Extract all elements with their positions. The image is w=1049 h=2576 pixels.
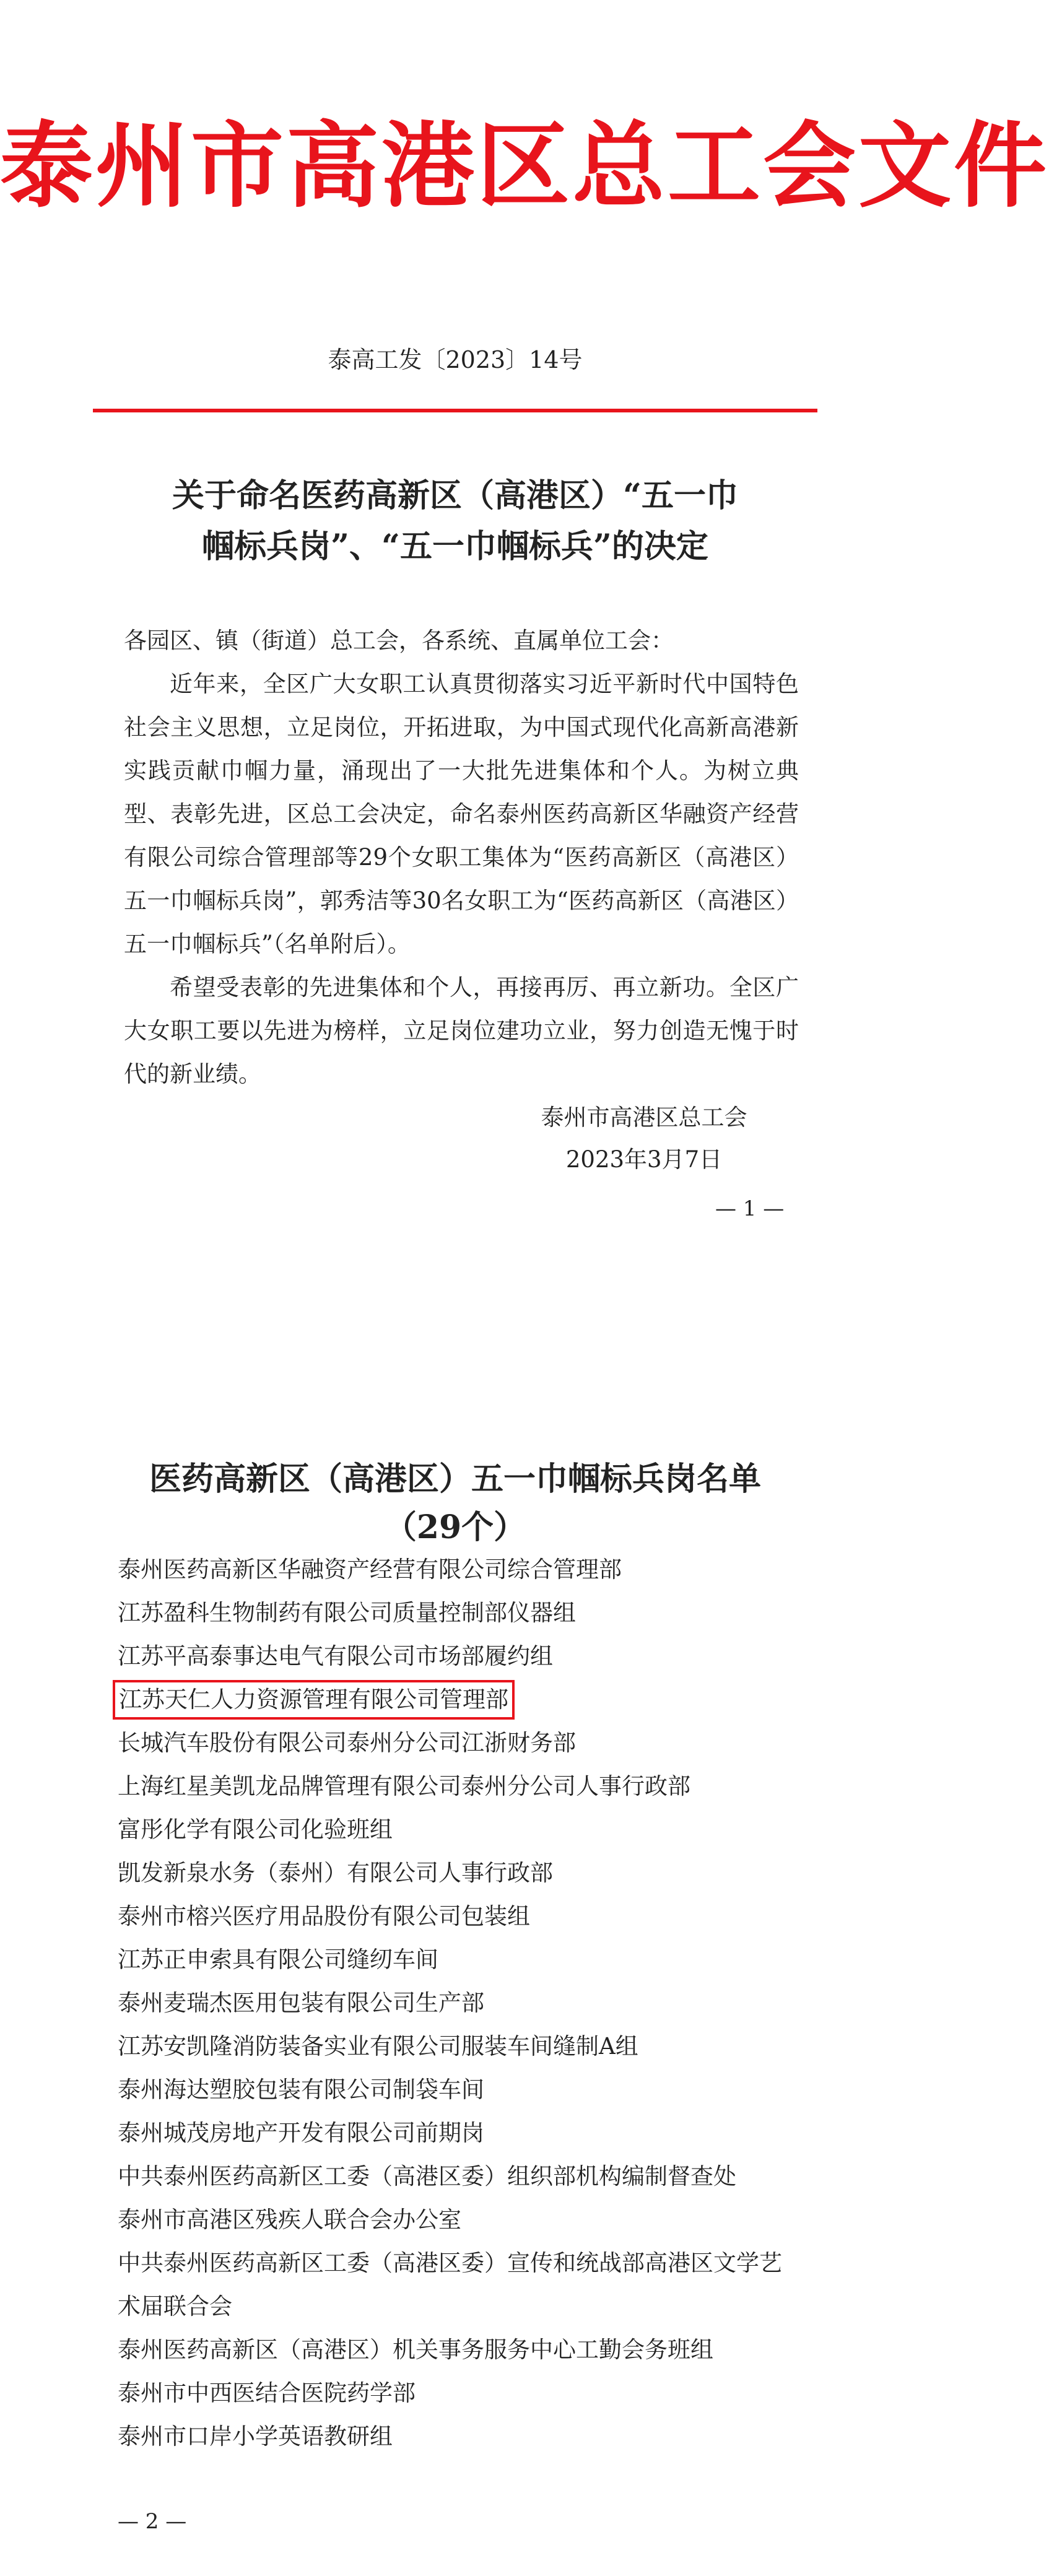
list-item <box>118 1808 799 1852</box>
signature-organization: 泰州市高港区总工会 <box>541 1104 747 1131</box>
list-item-highlighted <box>118 1678 799 1721</box>
award-list <box>118 1548 799 2458</box>
document-header: 泰州市高港区总工会文件 <box>0 111 1049 220</box>
salutation: 各园区、镇（街道）总工会，各系统、直属单位工会： <box>124 627 674 654</box>
list-item-text: 凯发新泉水务（泰州）有限公司人事行政部 <box>118 1860 553 1886</box>
list-item <box>118 1635 799 1678</box>
list-item <box>118 1895 799 1938</box>
red-divider-line <box>93 409 817 412</box>
list-item <box>118 2242 799 2328</box>
list-item-text: 上海红星美凯龙品牌管理有限公司泰州分公司人事行政部 <box>118 1773 690 1799</box>
list-item <box>118 2155 799 2198</box>
document-title <box>99 471 811 572</box>
list-item-text: 泰州麦瑞杰医用包装有限公司生产部 <box>118 1990 484 2016</box>
list-item <box>118 2198 799 2242</box>
signature-date: 2023年3月7日 <box>565 1146 723 1173</box>
list-item-text: 泰州市榕兴医疗用品股份有限公司包装组 <box>118 1903 530 1930</box>
list-item-text: 泰州市高港区残疾人联合会办公室 <box>118 2206 461 2233</box>
document-number: 泰高工发〔2023〕14号 <box>328 346 583 373</box>
list-item <box>118 2112 799 2155</box>
page-number-2: — 2 — <box>118 2509 187 2534</box>
document-title-line-1: 关于命名医药高新区（高港区）“五一巾 <box>172 477 738 515</box>
list-item-text: 江苏盈科生物制药有限公司质量控制部仪器组 <box>118 1599 576 1626</box>
body-paragraph-2: 希望受表彰的先进集体和个人，再接再厉、再立新功。全区广大女职工要以先进为榜样，立足岗位建功立业，努力创造无愧于时代的新业绩。 <box>124 974 799 1087</box>
list-item-text: 江苏正申索具有限公司缝纫车间 <box>118 1946 438 1973</box>
list-item-text: 长城汽车股份有限公司泰州分公司江浙财务部 <box>118 1730 576 1756</box>
list-item-text: 泰州城茂房地产开发有限公司前期岗 <box>118 2120 484 2146</box>
list-item <box>118 2415 799 2458</box>
list-item <box>118 1721 799 1765</box>
document-body <box>124 619 799 1096</box>
list-item-text: 中共泰州医药高新区工委（高港区委）宣传和统战部高港区文学艺术届联合会 <box>118 2250 782 2320</box>
list-item-text: 泰州海达塑胶包装有限公司制袋车间 <box>118 2076 484 2103</box>
list-item-text: 泰州医药高新区华融资产经营有限公司综合管理部 <box>118 1556 622 1583</box>
document-title-line-2: 帼标兵岗”、“五一巾帼标兵”的决定 <box>202 528 708 565</box>
list-title-line-1: 医药高新区（高港区）五一巾帼标兵岗名单 <box>149 1460 761 1498</box>
list-item-text: 江苏安凯隆消防装备实业有限公司服装车间缝制A组 <box>118 2033 638 2060</box>
page-number-1: — 1 — <box>715 1196 785 1221</box>
body-paragraph-1: 近年来，全区广大女职工认真贯彻落实习近平新时代中国特色社会主义思想，立足岗位，开拓进取，为中国式现代化高新高港新实践贡献巾帼力量，涌现出了一大批先进集体和个人。为树立典型、表彰先进，区总工会决定，命名泰州医药高新区华融资产经营有限公司综合管理部等29个女职工集体为“医药高新区（高港区）五一巾帼标兵岗”，郭秀洁等30名女职工为“医药高新区（高港区）五一巾帼标兵”（名单附后）。 <box>124 671 799 957</box>
list-item <box>118 1938 799 1982</box>
list-item-text: 江苏平高泰事达电气有限公司市场部履约组 <box>118 1643 553 1669</box>
list-item <box>118 2328 799 2372</box>
list-item <box>118 2025 799 2068</box>
list-item-text: 富彤化学有限公司化验班组 <box>118 1816 393 1843</box>
list-item-text: 江苏天仁人力资源管理有限公司管理部 <box>113 1680 515 1720</box>
list-item-text: 泰州市口岸小学英语教研组 <box>118 2423 393 2450</box>
list-item-text: 中共泰州医药高新区工委（高港区委）组织部机构编制督查处 <box>118 2163 736 2190</box>
list-title <box>99 1455 811 1552</box>
document-page-1 <box>0 0 1049 1276</box>
list-item-text: 泰州市中西医结合医院药学部 <box>118 2380 416 2406</box>
list-item <box>118 1982 799 2025</box>
list-item <box>118 1852 799 1895</box>
list-item <box>118 1591 799 1635</box>
list-title-line-2: （29个） <box>384 1508 526 1546</box>
list-item <box>118 1765 799 1808</box>
list-item <box>118 2068 799 2112</box>
list-item <box>118 2372 799 2415</box>
list-item <box>118 1548 799 1591</box>
document-page-2 <box>0 1276 910 2576</box>
list-item-text: 泰州医药高新区（高港区）机关事务服务中心工勤会务班组 <box>118 2336 713 2363</box>
